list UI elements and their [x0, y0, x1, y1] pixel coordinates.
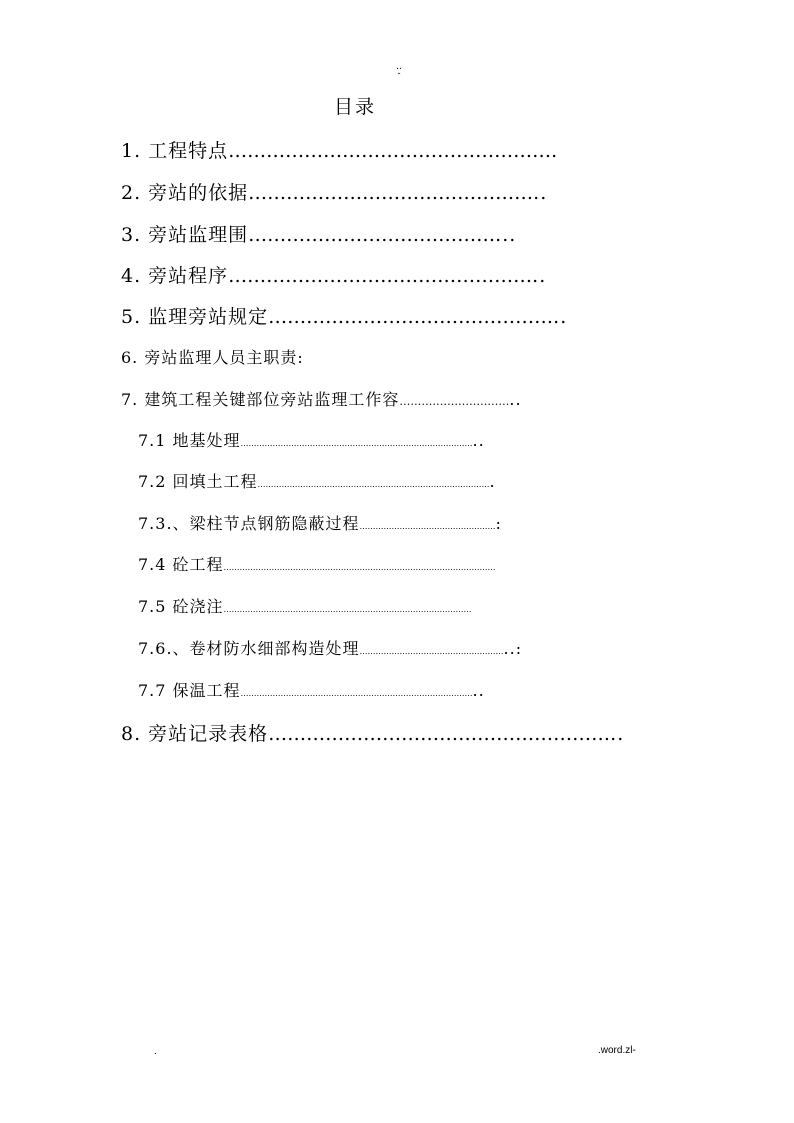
toc-page: ..	[532, 265, 547, 287]
toc-entry-2[interactable]	[121, 178, 547, 205]
toc-label: 7.5 砼浇注	[138, 597, 224, 616]
toc-label: 7.6.、卷材防水细部构造处理	[138, 639, 360, 658]
toc-page: ..	[610, 723, 625, 745]
toc-leader: …………………………	[399, 395, 510, 408]
toc-entry-1[interactable]	[121, 136, 558, 163]
toc-entry-8[interactable]	[121, 719, 624, 746]
toc-leader: ………………………………………	[248, 182, 534, 204]
toc-leader: ……………………………………………………………………………	[257, 480, 490, 489]
toc-entry-7-1[interactable]	[138, 428, 485, 451]
toc-entry-7-3[interactable]	[138, 511, 502, 534]
toc-label: 7.2 回填土工程	[138, 472, 258, 491]
toc-leader: …………………………………………………………………………………	[223, 605, 472, 614]
toc-leader: …………………………………………………………………………………………	[223, 563, 496, 572]
toc-leader: ……………………………………………………………………………	[240, 439, 473, 448]
toc-leader: ……………………………………………………………………………	[240, 689, 473, 698]
toc-leader: ………………………………………………	[268, 723, 611, 745]
toc-page: ..	[553, 306, 568, 328]
toc-label: 5. 监理旁站规定	[121, 306, 269, 328]
header-mark: .. -	[396, 62, 402, 79]
footer-watermark: .word.zl-	[598, 1045, 636, 1056]
toc-page: .	[489, 472, 496, 491]
toc-entry-6[interactable]	[121, 345, 304, 368]
toc-label: 6. 旁站监理人员主职责:	[121, 348, 304, 367]
toc-label: 7.7 保温工程	[138, 681, 241, 700]
toc-leader: ……………………………………………	[359, 522, 496, 531]
toc-page: ...	[495, 224, 517, 246]
toc-page: ..	[509, 390, 522, 409]
toc-entry-3[interactable]	[121, 220, 516, 247]
toc-page: :	[495, 514, 502, 533]
toc-label: 4. 旁站程序	[121, 265, 229, 287]
toc-leader: ………………………………………………	[359, 647, 504, 656]
toc-leader: …………………………………	[248, 224, 496, 246]
toc-leader: ……………………………………………	[228, 140, 552, 162]
toc-entry-4[interactable]	[121, 261, 546, 288]
toc-leader: ………………………………………	[268, 306, 554, 328]
page-title: 目录	[333, 96, 376, 118]
footer-left-mark: .	[154, 1046, 157, 1057]
toc-label: 1. 工程特点	[121, 140, 229, 162]
toc-entry-7-5[interactable]	[138, 594, 472, 617]
toc-entry-7-2[interactable]	[138, 469, 496, 492]
toc-leader: …………………………………………	[228, 265, 533, 287]
toc-page: .	[551, 140, 559, 162]
toc-entry-7[interactable]	[121, 387, 522, 410]
toc-entry-7-7[interactable]	[138, 678, 485, 701]
toc-page: ..:	[503, 639, 523, 658]
toc-label: 2. 旁站的依据	[121, 182, 249, 204]
toc-page: ..	[472, 681, 485, 700]
toc-page: ..	[472, 431, 485, 450]
toc-page: ..	[533, 182, 548, 204]
toc-label: 7.3.、梁柱节点钢筋隐蔽过程	[138, 514, 360, 533]
toc-entry-5[interactable]	[121, 302, 567, 329]
toc-entry-7-4[interactable]	[138, 552, 496, 575]
toc-entry-7-6[interactable]	[138, 636, 522, 659]
toc-label: 7. 建筑工程关键部位旁站监理工作容	[121, 390, 400, 409]
toc-label: 3. 旁站监理围	[121, 224, 249, 246]
toc-label: 7.1 地基处理	[138, 431, 241, 450]
toc-label: 7.4 砼工程	[138, 555, 224, 574]
toc-label: 8. 旁站记录表格	[121, 723, 269, 745]
